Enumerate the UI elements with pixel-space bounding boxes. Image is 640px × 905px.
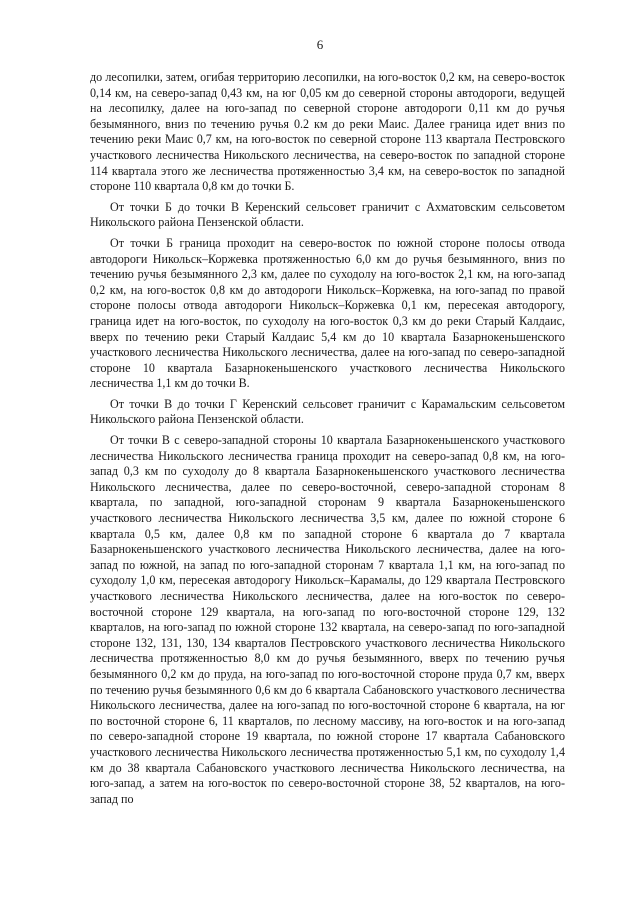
paragraph-v-to-g-neighbor: От точки В до точки Г Керенский сельсовет граничит с Карамальским сельсоветом Никольского района Пензенской области.: [90, 396, 565, 427]
paragraph-v-to-g-route: От точки В с северо-западной стороны 10 квартала Базарнокеньшенского участкового лесничества Никольского лесничества граница проходит на северо-запад 0,8 км, на юго-запад 0,3 км по суходолу до 8 квартала Базарнокеньшенского участкового лесничества Никольского лесничества, далее по северо-восточной, северо-западной сторонам 8 квартала, по западной, юго-западной сторонам 9 квартала Базарнокеньшенского участкового лесничества Никольского лесничества 3,5 км, далее по южной стороне 6 квартала 0,5 км, далее 0,8 км по западной стороне 6 квартала до 7 квартала Базарнокеньшенского участкового лесничества Никольского лесничества, далее на юго-запад по южной, на запад по юго-западной сторонам 7 квартала 1,1 км, на юго-запад по суходолу 1,0 км, пересекая автодорогу Никольск–Карамалы, до 129 квартала Пестровского участкового лесничества Никольского лесничества, далее на юго-восток по северо-восточной стороне 129 квартала, на юго-запад по юго-восточной стороне 129, 132 кварталов, на юго-запад по южной стороне 132 квартала, на северо-запад по юго-западной стороне 132, 131, 130, 134 кварталов Пестровского участкового лесничества Никольского лесничества протяженностью 8,0 км до ручья безымянного, вверх по течению ручья безымянного 0,2 км до пруда, на юго-запад по юго-восточной стороне пруда 0,7 км, вверх по течению ручья безымянного 0,6 км до 6 квартала Сабановского участкового лесничества Никольского лесничества, далее на юго-запад по юго-восточной стороне 6 квартала, на юг по восточной стороне 6, 11 кварталов, по лесному массиву, на юго-восток и на юго-запад по северо-западной стороне 19 квартала, по южной стороне 17 квартала Сабановского участкового лесничества Никольского лесничества протяженностью 5,1 км, по суходолу 1,4 км до 38 квартала Сабановского участкового лесничества Никольского лесничества, на юго-запад, а затем на юго-восток по северо-восточной стороне 38, 52 кварталов, на юго-запад по: [90, 433, 565, 806]
document-body: [90, 70, 565, 807]
paragraph-b-to-v-neighbor: От точки Б до точки В Керенский сельсовет граничит с Ахматовским сельсоветом Никольского района Пензенской области.: [90, 199, 565, 230]
paragraph-boundary-to-point-b: до лесопилки, затем, огибая территорию лесопилки, на юго-восток 0,2 км, на северо-восток 0,14 км, на северо-запад 0,43 км, на юг 0,05 км до северной стороны автодороги, ведущей на лесопилку, далее на юго-запад по северной стороне автодороги 0,11 км до ручья безымянного, вниз по течению ручья 0.2 км до реки Маис. Далее граница идет вниз по течению реки Маис 0,7 км, на юго-восток по северной стороне 113 квартала Пестровского участкового лесничества Никольского лесничества, на северо-восток по западной стороне 114 квартала этого же лесничества протяженностью 3,4 км, на северо-восток по западной стороне 110 квартала 0,8 км до точки Б.: [90, 70, 565, 194]
paragraph-b-to-v-route: От точки Б граница проходит на северо-восток по южной стороне полосы отвода автодороги Никольск–Коржевка протяженностью 6,0 км до ручья безымянного, вниз по течению ручья безымянного 2,3 км, далее по суходолу на юго-восток 2,1 км, на юго-запад 0,2 км, на юго-восток 0,8 км до автодороги Никольск–Коржевка, на юго-запад по правой стороне полосы отвода автодороги Никольск–Коржевка 0,1 км, пересекая автодорогу, граница идет на юго-восток, по суходолу на юго-восток 0,3 км до реки Старый Калдаис, вверх по течению реки Старый Калдаис 5,4 км до 10 квартала Базарнокеньшенского участкового лесничества Никольского лесничества, далее на юго-запад по северо-западной стороне 10 квартала Базарнокеньшенского участкового лесничества Никольского лесничества 1,1 км до точки В.: [90, 235, 565, 391]
page-number: 6: [316, 37, 324, 52]
